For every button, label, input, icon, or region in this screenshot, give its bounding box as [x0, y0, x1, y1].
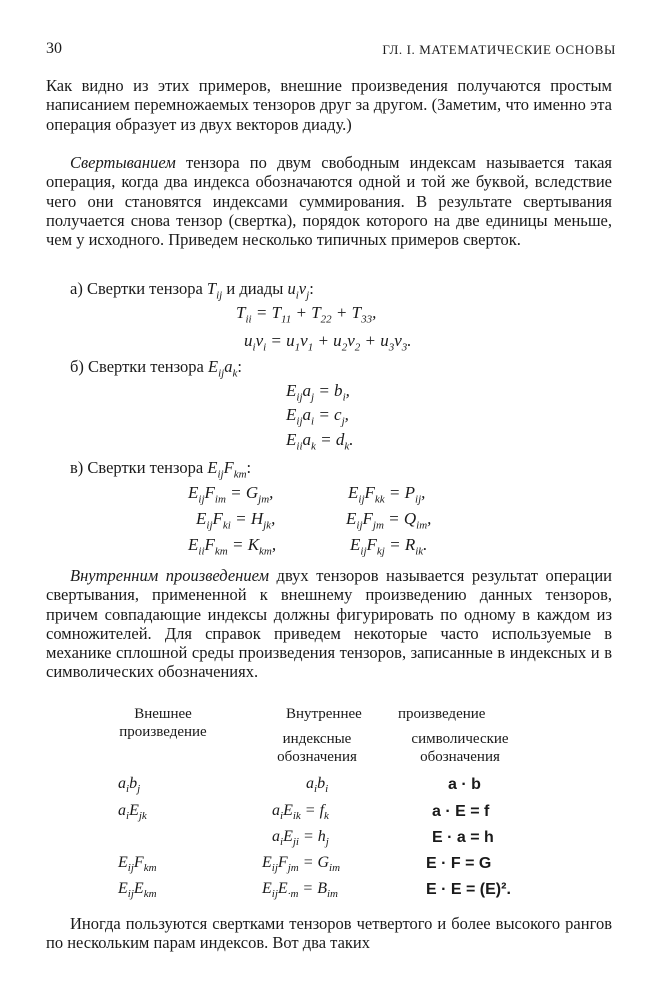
equation: $E_{ij}F_{im} = G_{jm}$, [188, 483, 274, 506]
paragraph-inner-product [46, 566, 612, 682]
equation: $E_{ij}F_{kj} = R_{ik}$. [350, 535, 428, 558]
header-line: обозначения [277, 749, 357, 765]
table-subheader-symbolic [398, 730, 522, 766]
equation: $T_{ii} = T_{11} + T_{22} + T_{33}$, [236, 303, 377, 326]
table-header-inner: Внутреннее [286, 706, 362, 722]
paragraph-contraction [46, 153, 612, 249]
table-cell-symbolic: E · E = (E)². [426, 881, 511, 898]
paragraph-text: тензора по двум свободным индексам называется такая операция, когда два индекса обозначаются одной и той же буквой, вследствие чего они становятся индексами суммирования. В результате свертывания получается снова тензор (свертка), порядок которого на две единицы меньше, чем у исходного. Приведем несколько типичных примеров сверток. [46, 153, 612, 250]
item-b-label: б) Свертки тензора [70, 357, 204, 376]
table-subheader-index [262, 730, 372, 766]
table-cell-symbolic: a · b [448, 776, 481, 793]
table-cell-outer: $E_{ij}E_{km}$ [118, 880, 157, 901]
table-cell-outer: $E_{ij}F_{km}$ [118, 854, 157, 875]
paragraph-text: Иногда пользуются свертками тензоров четвертого и более высокого рангов по нескольким парам индексов. Вот два таких [46, 914, 612, 953]
header-line: произведение [119, 724, 207, 740]
equation: $E_{ij}F_{kk} = P_{ij}$, [348, 483, 426, 506]
equation: $E_{ii}F_{km} = K_{km}$, [188, 535, 277, 558]
equation: $E_{ij}F_{jm} = Q_{im}$, [346, 509, 432, 532]
header-line: индексные [282, 731, 352, 747]
table-cell-symbolic: E · F = G [426, 855, 492, 872]
table-header-product: произведение [398, 706, 486, 722]
header-line: Внешнее [134, 706, 192, 722]
table-header-outer [108, 705, 218, 741]
item-a-label: а) Свертки тензора [70, 279, 203, 298]
table-cell-outer: $a_ib_j$ [118, 775, 141, 796]
paragraph-text: Как видно из этих примеров, внешние произведения получаются простым написанием перемножаемых тензоров друг за другом. (Заметим, что именно эта операция образует из двух векторов диаду.) [46, 76, 612, 134]
table-cell-outer: $a_iE_{jk}$ [118, 802, 147, 823]
table-cell-index: $E_{ij}F_{jm} = G_{im}$ [262, 854, 341, 875]
item-b: б) Свертки тензора $E_{ij}a_k$: [70, 357, 242, 380]
table-cell-symbolic: a · E = f [432, 803, 490, 820]
paragraph-higher-rank [46, 914, 612, 953]
running-title: ГЛ. I. МАТЕМАТИЧЕСКИЕ ОСНОВЫ [382, 42, 616, 57]
table-cell-symbolic: E · a = h [432, 829, 494, 846]
term-inner-product: Внутренним произведением [70, 566, 270, 585]
page-number: 30 [46, 40, 62, 57]
table-cell-index: $E_{ij}E_{\cdot m} = B_{im}$ [262, 880, 338, 901]
table-cell-index: $a_ib_i$ [306, 775, 329, 796]
header-line: обозначения [420, 749, 500, 765]
header-line: символические [411, 731, 509, 747]
table-cell-index: $a_iE_{ji} = h_j$ [272, 828, 329, 849]
equation: $u_iv_i = u_1v_1 + u_2v_2 + u_3v_3$. [244, 331, 412, 354]
paragraph-outer-product [46, 76, 612, 134]
item-a: а) Свертки тензора $T_{ij}$ и диады $u_iv_j$: [70, 279, 314, 302]
item-a-mid: и диады [226, 279, 284, 298]
equation: $E_{ij}F_{ki} = H_{jk}$, [196, 509, 276, 532]
equation: $E_{ii}a_k = d_k$. [286, 430, 354, 453]
item-c-label: в) Свертки тензора [70, 458, 204, 477]
equation: $E_{ij}a_i = c_j$, [286, 405, 349, 428]
table-cell-index: $a_iE_{ik} = f_k$ [272, 802, 329, 823]
term-contraction: Свертыванием [70, 153, 176, 172]
equation: $E_{ij}a_j = b_i$, [286, 381, 350, 404]
item-c: в) Свертки тензора $E_{ij}F_{km}$: [70, 458, 252, 481]
paragraph-text: двух тензоров называется результат операции свертывания, примененной к внешнему произведению данных тензоров, причем совпадающие индексы должны фигурировать по одному в каждом из сомножителей. Для справок приведем некоторые часто используемые в механике сплошной среды произведения тензоров, записанные в индексных и в символических обозначениях. [46, 566, 613, 682]
